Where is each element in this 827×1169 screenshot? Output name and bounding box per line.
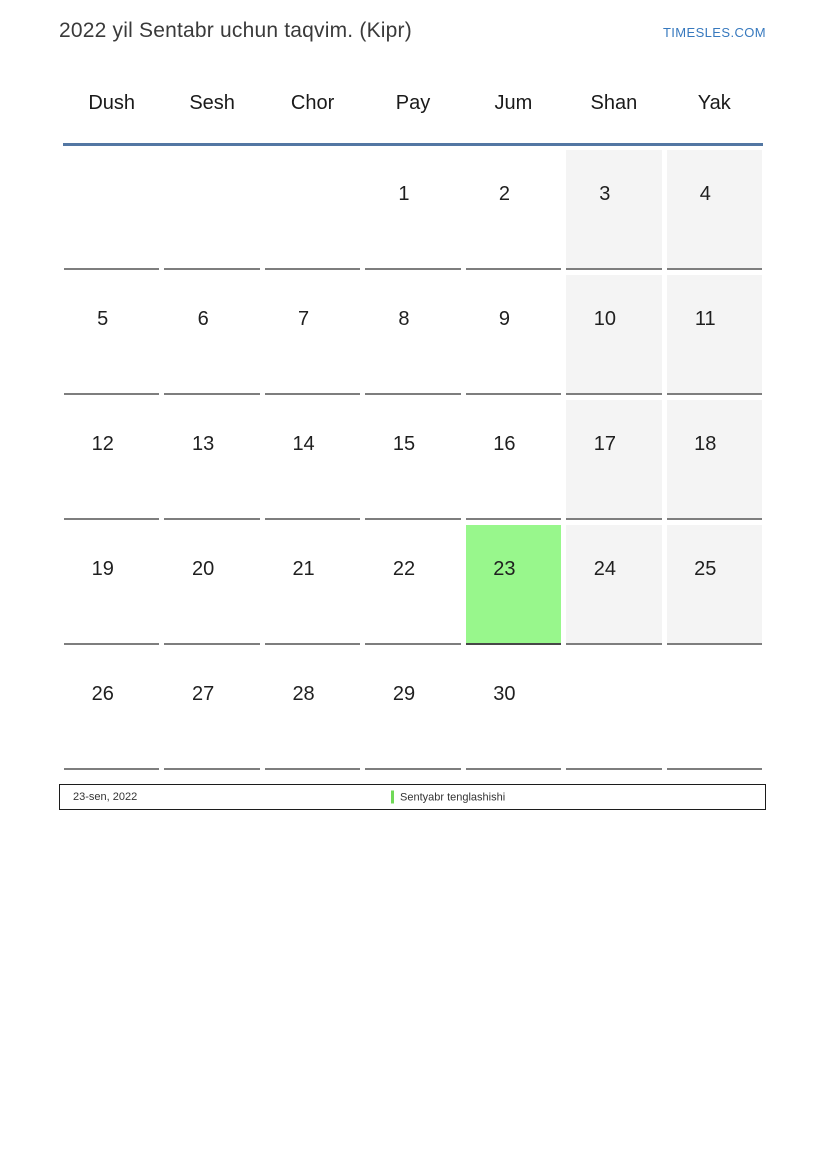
day-number: 22 bbox=[392, 558, 416, 580]
day-cell bbox=[64, 525, 159, 645]
weekday-header-shan: Shan bbox=[590, 92, 638, 114]
day-cell bbox=[265, 275, 360, 395]
day-number: 10 bbox=[593, 308, 616, 330]
day-cell bbox=[365, 650, 460, 770]
weekday-header-pay: Pay bbox=[395, 92, 431, 114]
day-number: 20 bbox=[192, 558, 215, 580]
day-number: 18 bbox=[694, 433, 717, 455]
day-cell bbox=[667, 400, 762, 520]
day-cell bbox=[566, 275, 661, 395]
day-number: 21 bbox=[292, 558, 315, 580]
weekday-header-sesh: Sesh bbox=[189, 92, 235, 114]
day-cell bbox=[566, 525, 661, 645]
day-number: 7 bbox=[298, 308, 310, 330]
day-number: 26 bbox=[91, 683, 114, 705]
day-number: 11 bbox=[694, 308, 716, 330]
day-cell-empty bbox=[667, 650, 762, 770]
day-number: 27 bbox=[192, 683, 215, 705]
day-cell bbox=[566, 400, 661, 520]
day-cell bbox=[64, 400, 159, 520]
page-title: 2022 yil Sentabr uchun taqvim. (Kipr) bbox=[59, 19, 412, 42]
day-number: 25 bbox=[694, 558, 717, 580]
day-cell bbox=[566, 150, 661, 270]
weekday-header-jum: Jum bbox=[494, 92, 533, 114]
event-marker-icon bbox=[391, 791, 394, 804]
day-cell bbox=[164, 400, 259, 520]
timesles-link[interactable]: TIMESLES.COM bbox=[662, 25, 766, 40]
day-number: 5 bbox=[97, 308, 109, 330]
day-number: 3 bbox=[599, 183, 611, 205]
day-number: 16 bbox=[493, 433, 516, 455]
weekday-header-yak: Yak bbox=[697, 92, 731, 114]
day-cell bbox=[265, 525, 360, 645]
day-cell bbox=[164, 650, 259, 770]
day-cell bbox=[265, 400, 360, 520]
day-number: 4 bbox=[699, 183, 711, 205]
day-number: 9 bbox=[498, 308, 510, 330]
day-cell-empty bbox=[64, 150, 159, 270]
day-number: 2 bbox=[498, 183, 510, 205]
day-cell bbox=[164, 525, 259, 645]
day-cell-selected bbox=[466, 525, 561, 645]
header-divider-line bbox=[63, 143, 763, 146]
day-number: 28 bbox=[292, 683, 315, 705]
day-cell bbox=[365, 525, 460, 645]
legend-event-label: Sentyabr tenglashishi bbox=[400, 791, 506, 803]
day-number: 12 bbox=[91, 433, 114, 455]
day-cell-empty bbox=[566, 650, 661, 770]
day-cell bbox=[466, 150, 561, 270]
day-number: 29 bbox=[392, 683, 416, 705]
day-cell bbox=[265, 650, 360, 770]
legend-date: 23-sen, 2022 bbox=[73, 791, 138, 803]
day-cell-empty bbox=[164, 150, 259, 270]
day-number: 17 bbox=[593, 433, 616, 455]
day-number: 23 bbox=[493, 558, 516, 580]
legend-event bbox=[391, 791, 505, 804]
weekday-header-row bbox=[64, 92, 762, 115]
day-cell bbox=[667, 150, 762, 270]
day-number: 30 bbox=[493, 683, 516, 705]
day-cell bbox=[64, 650, 159, 770]
day-number: 1 bbox=[398, 183, 410, 205]
day-number: 13 bbox=[192, 433, 215, 455]
day-number: 19 bbox=[91, 558, 114, 580]
weekday-header-chor: Chor bbox=[290, 92, 335, 114]
day-cell bbox=[667, 525, 762, 645]
legend-bar bbox=[59, 784, 766, 810]
day-cell bbox=[365, 275, 460, 395]
day-number: 15 bbox=[392, 433, 416, 455]
calendar-grid bbox=[64, 150, 762, 770]
day-cell bbox=[466, 400, 561, 520]
day-number: 6 bbox=[197, 308, 209, 330]
day-cell bbox=[164, 275, 259, 395]
day-cell bbox=[365, 150, 460, 270]
day-cell bbox=[466, 275, 561, 395]
day-number: 8 bbox=[398, 308, 410, 330]
day-cell bbox=[667, 275, 762, 395]
day-number: 14 bbox=[292, 433, 315, 455]
day-number: 24 bbox=[593, 558, 616, 580]
day-cell bbox=[466, 650, 561, 770]
weekday-header-dush: Dush bbox=[88, 92, 136, 114]
day-cell bbox=[365, 400, 460, 520]
day-cell-empty bbox=[265, 150, 360, 270]
day-cell bbox=[64, 275, 159, 395]
